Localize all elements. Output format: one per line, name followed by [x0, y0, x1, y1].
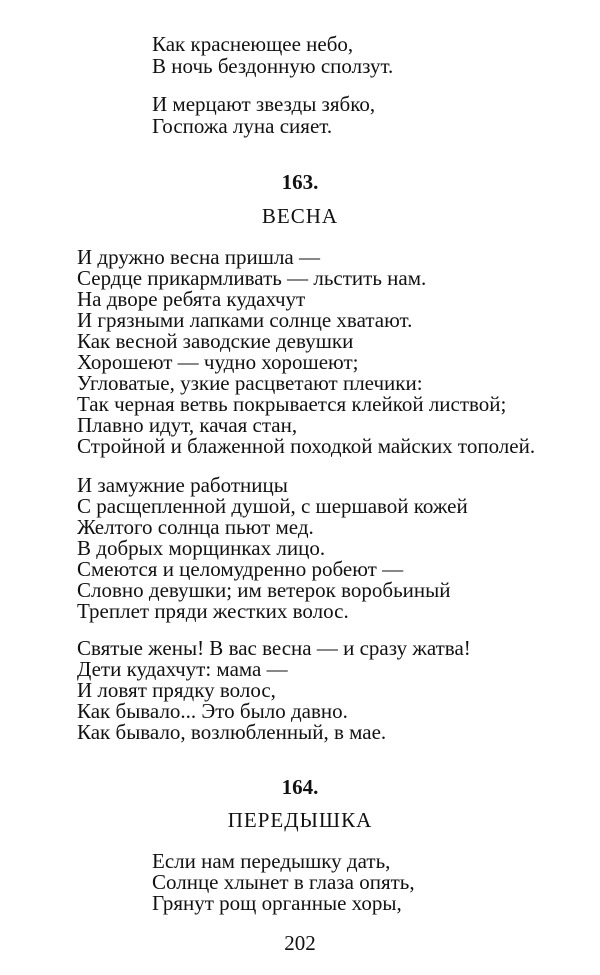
poem-164-number: 164. [281, 775, 319, 799]
poem-line: Если нам передышку дать, [152, 849, 391, 873]
poem-line: В добрых морщинках лицо. [77, 536, 326, 560]
poem-line: Сердце прикармливать — льстить нам. [77, 266, 427, 290]
poem-line: Госпожа луна сияет. [152, 114, 333, 138]
poem-line: Хорошеют — чудно хорошеют; [77, 350, 359, 374]
poem-line: С расщепленной душой, с шершавой кожей [77, 494, 468, 518]
poem-line: Как бывало, возлюбленный, в мае. [77, 720, 387, 744]
poem-line: Плавно идут, качая стан, [77, 413, 298, 437]
poem-line: Смеются и целомудренно робеют — [77, 557, 404, 581]
poem-line: Дети кудахчут: мама — [77, 657, 288, 681]
poem-line: Святые жены! В вас весна — и сразу жатва! [77, 636, 471, 660]
poem-line: Как весной заводские девушки [77, 329, 354, 353]
poem-line: И мерцают звезды зябко, [152, 92, 376, 116]
poem-line: Угловатые, узкие расцветают плечики: [77, 371, 423, 395]
poem-line: Словно девушки; им ветерок воробьиный [77, 578, 451, 602]
poem-line: Треплет пряди жестких волос. [77, 599, 349, 623]
poem-line: И ловят прядку волос, [77, 678, 276, 702]
poem-line: И дружно весна пришла — [77, 245, 321, 269]
poem-164-title: ПЕРЕДЫШКА [227, 808, 373, 832]
poem-line: Желтого солнца пьют мед. [77, 515, 314, 539]
poem-line: В ночь бездонную сползут. [152, 54, 394, 78]
poem-line: Солнце хлынет в глаза опять, [152, 870, 415, 894]
poem-line: Так черная ветвь покрывается клейкой листвой; [77, 392, 507, 416]
poem-line: Как краснеющее небо, [152, 32, 354, 56]
poem-line: И замужние работницы [77, 473, 288, 497]
poem-line: И грязными лапками солнце хватают. [77, 308, 413, 332]
poem-163-title: ВЕСНА [261, 204, 339, 228]
poem-line: Грянут рощ органные хоры, [152, 891, 402, 915]
poem-line: Как бывало... Это было давно. [77, 699, 348, 723]
poem-163-number: 163. [281, 170, 319, 194]
poem-line: Стройной и блаженной походкой майских тополей. [77, 434, 536, 458]
page-number: 202 [284, 931, 316, 955]
poem-line: На дворе ребята кудахчут [77, 287, 306, 311]
